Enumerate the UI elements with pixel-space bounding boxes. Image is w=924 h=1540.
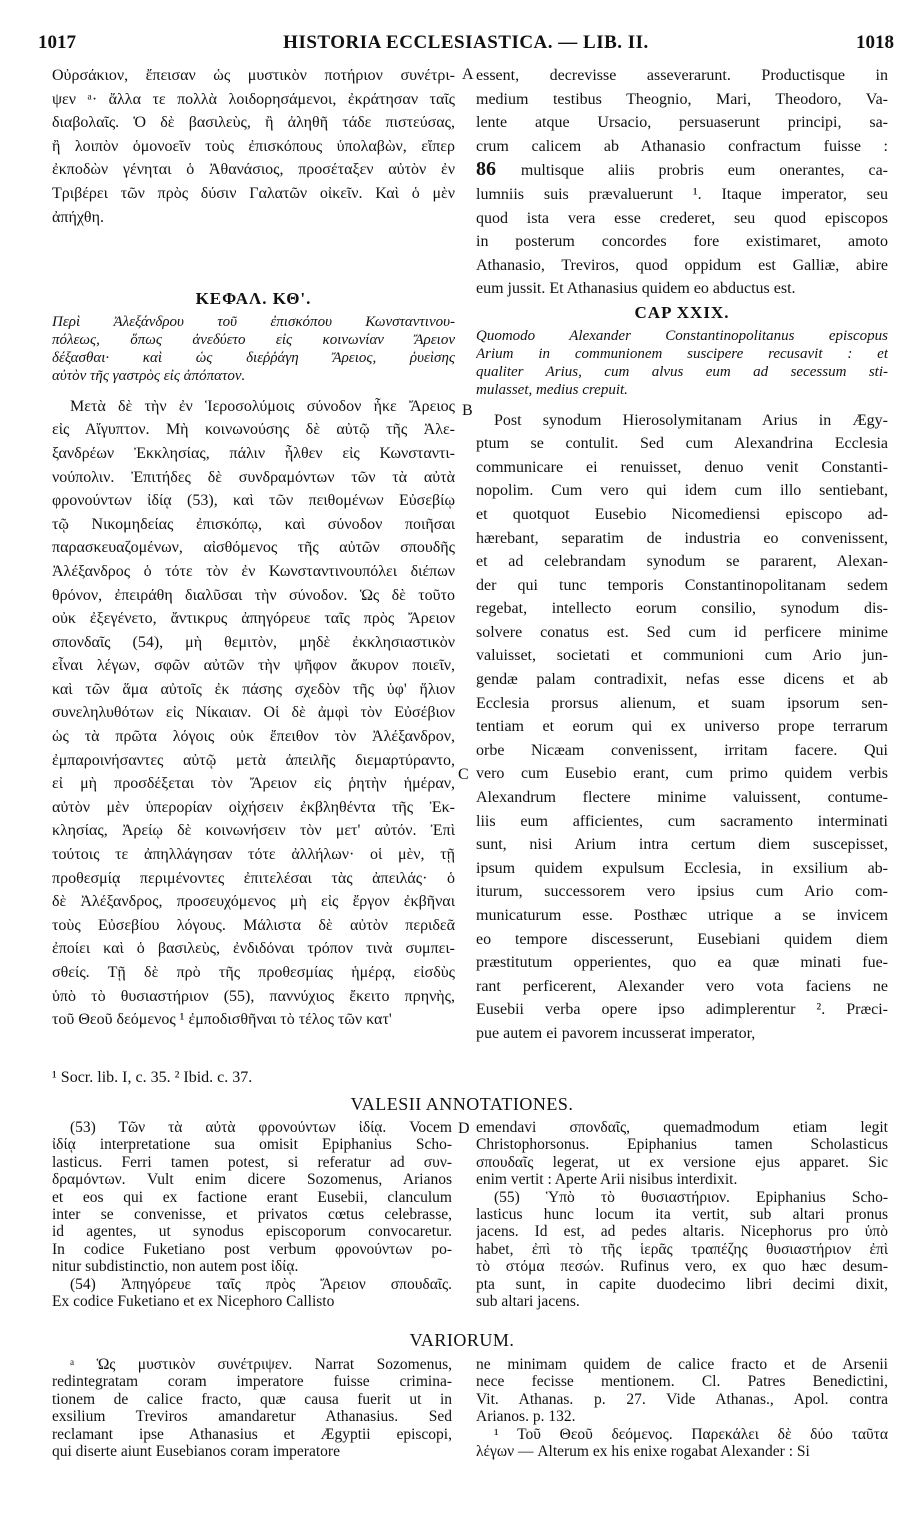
margin-letter-d: D <box>458 1120 470 1137</box>
note-line: ἰδίᾳ interpretatione sua omisit Epiphanius Scho- <box>52 1136 452 1154</box>
latin-line: communicare ei renuisset, denuo venit Constanti- <box>476 458 888 476</box>
note-line: nece fecisse mentionem. Cl. Patres Benedictini, <box>476 1373 888 1391</box>
latin-summary-line: mulasset, medius crepuit. <box>476 381 628 398</box>
latin-line: Alexandrum flectere minime valuissent, contume- <box>476 789 888 807</box>
running-title: HISTORIA ECCLESIASTICA. — LIB. II. <box>283 32 649 53</box>
greek-line: παρασκευαζομένων, αἰσθόμενος τῆς αὐτῶν σπουδῆς <box>52 539 455 557</box>
latin-line: 86 multisque aliis probris eum onerantes, ca- <box>476 158 888 181</box>
note-line: habet, ἐπὶ τὸ τῆς ἱερᾶς τραπέζης θυσιαστήριον ἐπὶ <box>476 1240 888 1258</box>
greek-line: φρονούντων ἰδίᾳ (53), καὶ τῶν πειθομένων Εὐσεβίῳ <box>52 492 455 510</box>
margin-letter-a: A <box>462 66 474 83</box>
latin-line: medium testibus Theognio, Mari, Theodoro, Va- <box>476 90 888 108</box>
variorum-heading: VARIORUM. <box>409 1330 515 1350</box>
latin-line: sunt, nisi Arium intra certum diem suscepisset, <box>476 836 888 854</box>
greek-line: θρόνον, ἐπειράθη διαλῦσαι τὴν σύνοδον. Ὡς δὲ τοῦτο <box>52 586 455 604</box>
valesii-heading: VALESII ANNOTATIONES. <box>350 1094 574 1114</box>
latin-line: Post synodum Hierosolymitanam Arius in Ægy- <box>494 411 888 429</box>
greek-summary-line: Περὶ Ἀλεξάνδρου τοῦ ἐπισκόπου Κωνσταντινου- <box>52 313 455 330</box>
greek-line: εἰς Αἴγυπτον. Μὴ κοινωνούσης δὲ αὐτῷ τῆς Ἀλε- <box>52 421 455 439</box>
greek-line: Τριβέρει τῶν πρὸς δύσιν Γαλατῶν οἰκεῖν. Καὶ ὁ μὲν <box>52 184 455 202</box>
note-line: enim vertit : Aperte Arii nisibus interdixit. <box>476 1171 738 1189</box>
latin-column <box>476 64 888 1046</box>
latin-summary-line: Arium in communionem suscipere recusavit : et <box>476 345 888 362</box>
greek-line: Οὐρσάκιον, ἔπεισαν ὡς μυστικὸν ποτήριον συνέτρι- <box>52 67 455 84</box>
note-line: emendavi σπονδαῖς, quemadmodum etiam legit <box>476 1119 888 1136</box>
note-line: Christophorsonus. Epiphanius tamen Scholasticus <box>476 1136 888 1154</box>
greek-chapter-summary <box>52 313 455 385</box>
column-number-marker: 86 <box>476 158 521 181</box>
greek-line: ξανδρέων Ἐκκλησίας, πάλιν ἦλθεν εἰς Κωνσταντι- <box>52 444 455 462</box>
note-line: inter se convenisse, et privatos cœtus celebrasse, <box>52 1206 452 1224</box>
latin-line: regebat, intellecto eorum consilio, synodum dis- <box>476 600 888 618</box>
latin-line: solvere conatus est. Sed cum id perficere minime <box>476 623 888 641</box>
latin-line: ipsum quidem expulsum Ecclesia, in exsilium ab- <box>476 859 888 877</box>
latin-line: der qui tunc temporis Constantinopolitanam sedem <box>476 576 888 594</box>
note-line: lasticus hunc locum ita vertit, sub altari pronus <box>476 1206 888 1224</box>
note-line: exsilium Treviros amandaretur Athanasius. Sed <box>52 1408 452 1426</box>
latin-line: iturum, successorem vero ipsius cum Ario com- <box>476 883 888 901</box>
note-line: (53) Τῶν τὰ αὐτὰ φρονούντων ἰδίᾳ. Vocem <box>70 1119 452 1136</box>
note-line: jacens. Id est, ad pedes altaris. Nicephorus pro ὑπὸ <box>476 1223 888 1241</box>
latin-line: præstitutum opperientes, quo ea quæ minati fue- <box>476 954 888 972</box>
latin-line: gendæ palam contradixit, nefas esse dicens et ab <box>476 671 888 689</box>
left-page-number: 1017 <box>38 32 76 53</box>
greek-line: συνεληλυθότων εἰς Νίκαιαν. Οἱ δὲ ἀμφὶ τὸν Εὐσέβιον <box>52 704 455 722</box>
running-header <box>38 32 894 56</box>
note-line: In codice Fuketiano post verbum φρονούντων po- <box>52 1240 452 1258</box>
latin-line: crum calicem ab Athanasio confractum fuisse : <box>476 137 888 155</box>
note-line: qui diserte aiunt Eusebianos coram imperatore <box>52 1443 340 1461</box>
greek-line: τούτοις τε ἀπηλλάγησαν τότε ἀλλήλων· οἱ μὲν, τῇ <box>52 846 455 864</box>
latin-summary-line: Quomodo Alexander Constantinopolitanus episcopus <box>476 327 888 344</box>
greek-line: ἢ λοιπὸν ὁμονοεῖν τοὺς ἐπισκόπους ὑπολαβὼν, εἴπερ <box>52 137 455 155</box>
latin-line: Eusebii verba opere ipso adimplerentur ². Præci- <box>476 1001 888 1019</box>
greek-footnotes: ¹ Socr. lib. I, c. 35. ² Ibid. c. 37. <box>52 1069 253 1086</box>
greek-column <box>52 64 455 1032</box>
greek-body-text <box>52 395 455 1032</box>
note-line: ᵃ Ὡς μυστικὸν συνέτριψεν. Narrat Sozomenus, <box>70 1356 452 1373</box>
greek-line: κλησίας, Ἀρείῳ δὲ κοινωνήσειν τὸν μετ' αὐτόν. Ἐπὶ <box>52 822 455 840</box>
note-line: δραμόντων. Vult enim dicere Sozomenus, Arianos <box>52 1171 452 1189</box>
note-line: τὸ στόμα πεσών. Rufinus vero, ex quo hæc desum- <box>476 1258 888 1276</box>
latin-line: orbe Nicæam convenissent, irritam facere. Qui <box>476 741 888 759</box>
latin-line: lumniis suis prævaluerunt ¹. Itaque imperator, seu <box>476 185 888 203</box>
greek-line: νούπολιν. Ἐπιτήδες δὲ συνδραμόντων τῶν τὰ αὐτὰ <box>52 468 455 486</box>
greek-line: ὡς τὰ πρῶτα λόγοις οὐκ ἔπειθον τὸν Ἀλέξανδρον, <box>52 728 455 746</box>
valesii-notes-left <box>52 1119 452 1310</box>
greek-line: Ἀλέξανδρος ὁ τότε τὸν ἐν Κωνσταντινουπόλει διέπων <box>52 562 455 580</box>
note-line: ¹ Τοῦ Θεοῦ δεόμενος. Παρεκάλει δὲ δύο ταῦτα <box>494 1425 888 1443</box>
note-line: ne minimam quidem de calice fracto et de Arsenii <box>476 1356 888 1373</box>
greek-line: ἐποίει καὶ ὁ βασιλεὺς, ἐνδιδόναι τρόπον τινὰ συμπει- <box>52 940 455 958</box>
latin-line: valuisset, societati et communioni cum Ario jun- <box>476 647 888 665</box>
margin-letter-c: C <box>458 766 469 783</box>
note-line: Arianos. p. 132. <box>476 1408 576 1426</box>
greek-line: τοῦ Θεοῦ δεόμενος ¹ ἐμποδισθῆναι τὸ τέλος τῶν κατ' <box>52 1011 392 1029</box>
variorum-notes-right <box>476 1356 888 1460</box>
note-line: Ex codice Fuketiano et ex Nicephoro Callisto <box>52 1293 335 1311</box>
note-line: λέγων — Alterum ex his enixe rogabat Alexander : Si <box>476 1443 810 1461</box>
greek-summary-line: αὐτὸν τῆς γαστρὸς εἰς ἀπόπατον. <box>52 367 246 384</box>
greek-line: τῷ Νικομηδείας ἐπισκόπῳ, καὶ σύνοδον ποιῆσαι <box>52 515 455 533</box>
latin-text-top <box>476 64 888 301</box>
note-line: tionem de calice fracto, quæ causa fuerit ut in <box>52 1390 452 1408</box>
latin-line: hærebant, separatim de industria eo convenissent, <box>476 529 888 547</box>
greek-line: τοὺς Εὐσεβίου λόγους. Μάλιστα δὲ αὐτὸν περιδεᾶ <box>52 916 455 934</box>
note-line: σπουδαῖς legerat, ut ex versione ejus apparet. Sic <box>476 1153 888 1171</box>
latin-line: et quotquot Eusebio Nicomediensi episcopo ad- <box>476 505 888 523</box>
note-line: et eos qui ex factione erant Eusebii, clanculum <box>52 1188 452 1206</box>
note-line: Vit. Athanas. p. 27. Vide Athanas., Apol. contra <box>476 1390 888 1408</box>
greek-summary-line: πόλεως, ὅπως ἀνεδύετο εἰς κοινωνίαν Ἄρειον <box>52 331 455 348</box>
latin-line: essent, decrevisse asseverarunt. Productisque in <box>476 67 888 84</box>
latin-line: quod ista vera esse crederet, seu quod episcopos <box>476 209 888 227</box>
greek-line: εἰ μὴ προσδέξεται τὸν Ἄρειον εἰς ῥητὴν ἡμέραν, <box>52 775 455 793</box>
note-line: sub altari jacens. <box>476 1293 580 1311</box>
note-line: id agentes, ut synodus episcoporum convocaretur. <box>52 1223 452 1241</box>
latin-summary-line: qualiter Arius, cum alvus eum ad secessum sti- <box>476 363 888 380</box>
note-line: redintegratam coram imperatore fuisse crimina- <box>52 1373 452 1391</box>
latin-line: eum jussit. Et Athanasius quidem eo abductus est. <box>476 280 796 298</box>
greek-line: Μετὰ δὲ τὴν ἐν Ἱεροσολύμοις σύνοδον ἧκε Ἄρειος <box>70 397 455 415</box>
greek-line: ὑπὸ τὸ θυσιαστήριον (55), παννύχιος ἔκειτο πρηνὴς, <box>52 987 455 1005</box>
greek-line: προθεσμίᾳ περιμένοντες ἐπιτελέσαι τὰς ἀπειλάς· ὁ <box>52 869 455 887</box>
valesii-notes-right <box>476 1119 888 1310</box>
latin-line: liis eum afficientes, cum sacramento interminati <box>476 812 888 830</box>
latin-line: Athanasio, Treviros, quod oppidum est Galliæ, abire <box>476 256 888 274</box>
right-page-number: 1018 <box>856 32 894 53</box>
greek-line: ἐκποδὼν γένηται ὁ Ἀθανάσιος, προσέταξεν αὐτὸν ἐν <box>52 161 455 179</box>
latin-line: vero cum Eusebio erant, cum primo quidem verbis <box>476 765 888 783</box>
latin-line: ptum se contulit. Sed cum Alexandrina Ecclesia <box>476 435 888 453</box>
greek-line: αὐτὸν μὲν ὑπερορίαν οἰχήσειν ἐκβληθέντα τῆς Ἐκ- <box>52 798 455 816</box>
greek-line: εἶναι λέγων, σφῶν αὐτῶν τὴν ψῆφον ἄκυρον ποιεῖν, <box>52 657 455 675</box>
latin-line: rant perficerent, Alexander vero vota faciens ne <box>476 977 888 995</box>
note-line: pta sunt, in capite duodecimo libri decimi dixit, <box>476 1275 888 1293</box>
latin-line: tentiam et eorum qui ex universo prope terrarum <box>476 718 888 736</box>
greek-line: σθείς. Τῇ δὲ πρὸ τῆς προθεσμίας ἡμέρᾳ, εἰσδὺς <box>52 964 455 981</box>
latin-body-text <box>476 409 888 1046</box>
latin-line: municaturum esse. Posthæc utrique a se invicem <box>476 907 888 924</box>
greek-line: καὶ τῶν ἅμα αὐτοῖς ἐκ πάσης σχεδὸν τῆς ὑφ' ἥλιον <box>52 680 455 698</box>
latin-line: lente atque Ursacio, persuaserunt principi, sa- <box>476 114 888 132</box>
greek-line: σπονδαῖς (54), μὴ θεμιτὸν, μηδὲ ἐκκλησιαστικὸν <box>52 633 455 651</box>
greek-line: ψεν ᵃ· ἄλλα τε πολλὰ λοιδορησάμενοι, ἐκράτησαν ταῖς <box>52 90 455 108</box>
note-line: nitur subdistinctio, non autem post ἰδίᾳ. <box>52 1258 299 1276</box>
latin-chapter-summary <box>476 327 888 399</box>
latin-chapter-heading: CAP XXIX. <box>634 302 730 322</box>
latin-line: Ecclesia prorsus alienum, et suam ipsorum sen- <box>476 694 888 712</box>
latin-line: pue autem ei pavorem incusserat imperator, <box>476 1024 756 1042</box>
greek-summary-line: δέξασθαι· καὶ ὡς διεῤῥάγη Ἄρειος, ῥυεὶσης <box>52 349 455 366</box>
variorum-notes-left <box>52 1356 452 1460</box>
greek-chapter-heading: ΚΕΦΑΛ. ΚΘ'. <box>195 289 312 309</box>
latin-line: in posterum concordes fore existimaret, amoto <box>476 233 888 251</box>
note-line: reclamant ipse Athanasius et Ægyptii episcopi, <box>52 1425 452 1443</box>
greek-line: διαβολαῖς. Ὁ δὲ βασιλεὺς, ἢ ἀληθῆ τάδε πιστεύσας, <box>52 114 455 132</box>
note-line: lasticus. Ferri tamen potest, si referatur ad συν- <box>52 1153 452 1171</box>
latin-line: nopolim. Cum vero qui idem cum illo sentiebant, <box>476 482 888 500</box>
greek-line: ἀπήχθη. <box>52 208 104 226</box>
greek-line: ἐμπαροινήσαντες αὐτῷ μετὰ ἀπειλῆς διεμαρτύραντο, <box>52 751 455 769</box>
latin-line: eo tempore discesserunt, Eusebiani quidem diem <box>476 930 888 948</box>
greek-text-top <box>52 64 455 229</box>
greek-line: δὲ Ἀλέξανδρος, προσευχόμενος μὴ εἰς ἔργον ἐκβῆναι <box>52 893 455 911</box>
greek-line: οὐκ ἐξεγένετο, ἄντικρυς ἀπηγόρευε ταῖς πρὸς Ἄρειον <box>52 610 455 628</box>
margin-letter-b: B <box>462 402 473 419</box>
note-line: (54) Ἀπηγόρευε ταῖς πρὸς Ἄρειον σπουδαῖς. <box>70 1275 452 1293</box>
latin-line: et ad celebrandam synodum se pararent, Alexan- <box>476 553 888 571</box>
note-line: (55) Ὑπὸ τὸ θυσιαστήριον. Epiphanius Scho- <box>494 1188 888 1206</box>
